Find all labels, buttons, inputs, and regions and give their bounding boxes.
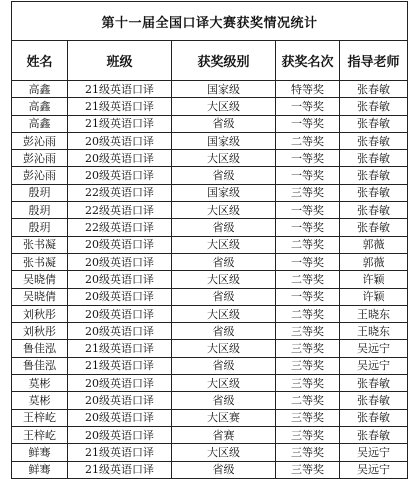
- cell-class: 20级英语口译: [68, 409, 172, 426]
- cell-award-level: 国家级: [172, 132, 276, 149]
- cell-name: 张书凝: [12, 236, 68, 253]
- cell-instructor: 张春敏: [340, 375, 408, 392]
- table-row: [12, 271, 408, 288]
- cell-name: 殷玥: [12, 184, 68, 201]
- cell-name: 吴晓倩: [12, 288, 68, 305]
- table-row: [12, 392, 408, 409]
- cell-award-rank: 二等奖: [276, 236, 340, 253]
- table-row: [12, 167, 408, 184]
- cell-award-rank: 三等奖: [276, 409, 340, 426]
- cell-award-level: 省级: [172, 323, 276, 340]
- cell-name: 鲁佳泓: [12, 357, 68, 374]
- cell-class: 20级英语口译: [68, 426, 172, 443]
- cell-class: 20级英语口译: [68, 392, 172, 409]
- cell-instructor: 王晓东: [340, 323, 408, 340]
- header-instructor: 指导老师: [340, 41, 408, 81]
- cell-class: 22级英语口译: [68, 202, 172, 219]
- cell-award-rank: 一等奖: [276, 219, 340, 236]
- cell-instructor: 张春敏: [340, 392, 408, 409]
- cell-award-rank: 一等奖: [276, 150, 340, 167]
- cell-name: 莫彬: [12, 392, 68, 409]
- cell-award-rank: 三等奖: [276, 357, 340, 374]
- cell-name: 殷玥: [12, 219, 68, 236]
- table-row: [12, 426, 408, 443]
- cell-name: 殷玥: [12, 202, 68, 219]
- table-row: [12, 340, 408, 357]
- cell-award-level: 大区级: [172, 98, 276, 115]
- cell-class: 20级英语口译: [68, 132, 172, 149]
- cell-name: 高鑫: [12, 115, 68, 132]
- cell-award-rank: 二等奖: [276, 392, 340, 409]
- table-row: [12, 461, 408, 478]
- cell-instructor: 吴远宁: [340, 340, 408, 357]
- cell-award-rank: 一等奖: [276, 115, 340, 132]
- cell-award-level: 大区级: [172, 340, 276, 357]
- table-row: [12, 323, 408, 340]
- cell-name: 彭沁雨: [12, 132, 68, 149]
- cell-award-level: 大区赛: [172, 409, 276, 426]
- table-row: [12, 98, 408, 115]
- cell-instructor: 张春敏: [340, 202, 408, 219]
- cell-award-rank: 三等奖: [276, 323, 340, 340]
- cell-instructor: 张春敏: [340, 81, 408, 98]
- cell-name: 王梓屹: [12, 426, 68, 443]
- cell-award-rank: 一等奖: [276, 98, 340, 115]
- cell-class: 20级英语口译: [68, 305, 172, 322]
- table-title: 第十一届全国口译大赛获奖情况统计: [12, 2, 408, 41]
- cell-award-level: 省级: [172, 253, 276, 270]
- cell-award-rank: 三等奖: [276, 426, 340, 443]
- cell-name: 吴晓倩: [12, 271, 68, 288]
- cell-name: 刘秋彤: [12, 305, 68, 322]
- cell-award-level: 大区级: [172, 202, 276, 219]
- cell-award-level: 国家级: [172, 81, 276, 98]
- cell-name: 刘秋彤: [12, 323, 68, 340]
- cell-class: 21级英语口译: [68, 444, 172, 461]
- table-row: [12, 288, 408, 305]
- cell-award-level: 省级: [172, 115, 276, 132]
- cell-award-level: 省级: [172, 167, 276, 184]
- cell-instructor: 郭薇: [340, 236, 408, 253]
- cell-instructor: 张春敏: [340, 115, 408, 132]
- cell-name: 彭沁雨: [12, 167, 68, 184]
- header-name: 姓名: [12, 41, 68, 81]
- cell-award-level: 省级: [172, 392, 276, 409]
- cell-award-rank: 二等奖: [276, 305, 340, 322]
- cell-class: 20级英语口译: [68, 150, 172, 167]
- cell-award-level: 省级: [172, 219, 276, 236]
- cell-award-rank: 三等奖: [276, 461, 340, 478]
- cell-award-level: 省级: [172, 357, 276, 374]
- cell-name: 彭沁雨: [12, 150, 68, 167]
- cell-instructor: 张春敏: [340, 98, 408, 115]
- table-row: [12, 219, 408, 236]
- cell-instructor: 张春敏: [340, 132, 408, 149]
- table-row: [12, 81, 408, 98]
- table-row: [12, 409, 408, 426]
- cell-instructor: 张春敏: [340, 184, 408, 201]
- cell-instructor: 张春敏: [340, 219, 408, 236]
- cell-award-level: 大区级: [172, 150, 276, 167]
- cell-class: 20级英语口译: [68, 236, 172, 253]
- cell-name: 莫彬: [12, 375, 68, 392]
- cell-class: 21级英语口译: [68, 340, 172, 357]
- cell-award-level: 国家级: [172, 184, 276, 201]
- table-row: [12, 375, 408, 392]
- cell-class: 20级英语口译: [68, 167, 172, 184]
- cell-instructor: 郭薇: [340, 253, 408, 270]
- cell-award-rank: 三等奖: [276, 444, 340, 461]
- cell-award-rank: 三等奖: [276, 184, 340, 201]
- cell-class: 20级英语口译: [68, 271, 172, 288]
- cell-name: 王梓屹: [12, 409, 68, 426]
- cell-class: 21级英语口译: [68, 357, 172, 374]
- cell-name: 鲁佳泓: [12, 340, 68, 357]
- cell-award-level: 省赛: [172, 426, 276, 443]
- cell-instructor: 张春敏: [340, 426, 408, 443]
- table-row: [12, 150, 408, 167]
- table-row: [12, 357, 408, 374]
- cell-award-rank: 一等奖: [276, 288, 340, 305]
- cell-class: 21级英语口译: [68, 81, 172, 98]
- cell-instructor: 王晓东: [340, 305, 408, 322]
- cell-class: 21级英语口译: [68, 461, 172, 478]
- cell-instructor: 吴远宁: [340, 444, 408, 461]
- cell-class: 20级英语口译: [68, 253, 172, 270]
- cell-award-rank: 一等奖: [276, 167, 340, 184]
- cell-award-rank: 三等奖: [276, 340, 340, 357]
- header-award-level: 获奖级别: [172, 41, 276, 81]
- table-row: [12, 184, 408, 201]
- cell-award-level: 省级: [172, 461, 276, 478]
- cell-award-level: 大区级: [172, 375, 276, 392]
- cell-instructor: 张春敏: [340, 150, 408, 167]
- cell-class: 22级英语口译: [68, 219, 172, 236]
- table-row: [12, 253, 408, 270]
- cell-instructor: 许颖: [340, 271, 408, 288]
- cell-award-rank: 三等奖: [276, 375, 340, 392]
- cell-name: 鲜骞: [12, 461, 68, 478]
- cell-class: 20级英语口译: [68, 375, 172, 392]
- table-row: [12, 236, 408, 253]
- cell-instructor: 张春敏: [340, 167, 408, 184]
- table-row: [12, 202, 408, 219]
- cell-class: 20级英语口译: [68, 323, 172, 340]
- table-row: [12, 444, 408, 461]
- cell-instructor: 吴远宁: [340, 357, 408, 374]
- cell-name: 张书凝: [12, 253, 68, 270]
- cell-award-rank: 一等奖: [276, 253, 340, 270]
- table-row: [12, 115, 408, 132]
- cell-instructor: 张春敏: [340, 409, 408, 426]
- table-row: [12, 305, 408, 322]
- cell-class: 21级英语口译: [68, 115, 172, 132]
- award-table: [11, 1, 408, 479]
- cell-name: 高鑫: [12, 81, 68, 98]
- cell-award-level: 大区级: [172, 305, 276, 322]
- cell-instructor: 吴远宁: [340, 461, 408, 478]
- cell-instructor: 许颖: [340, 288, 408, 305]
- cell-class: 22级英语口译: [68, 184, 172, 201]
- cell-award-level: 省级: [172, 288, 276, 305]
- table-body: [12, 81, 408, 479]
- cell-award-level: 大区级: [172, 271, 276, 288]
- cell-award-level: 大区级: [172, 444, 276, 461]
- cell-name: 鲜骞: [12, 444, 68, 461]
- table-row: [12, 132, 408, 149]
- header-award-rank: 获奖名次: [276, 41, 340, 81]
- header-class: 班级: [68, 41, 172, 81]
- cell-award-level: 大区级: [172, 236, 276, 253]
- cell-name: 高鑫: [12, 98, 68, 115]
- cell-award-rank: 二等奖: [276, 132, 340, 149]
- cell-award-rank: 特等奖: [276, 81, 340, 98]
- cell-class: 20级英语口译: [68, 288, 172, 305]
- cell-award-rank: 二等奖: [276, 271, 340, 288]
- cell-award-rank: 一等奖: [276, 202, 340, 219]
- cell-class: 21级英语口译: [68, 98, 172, 115]
